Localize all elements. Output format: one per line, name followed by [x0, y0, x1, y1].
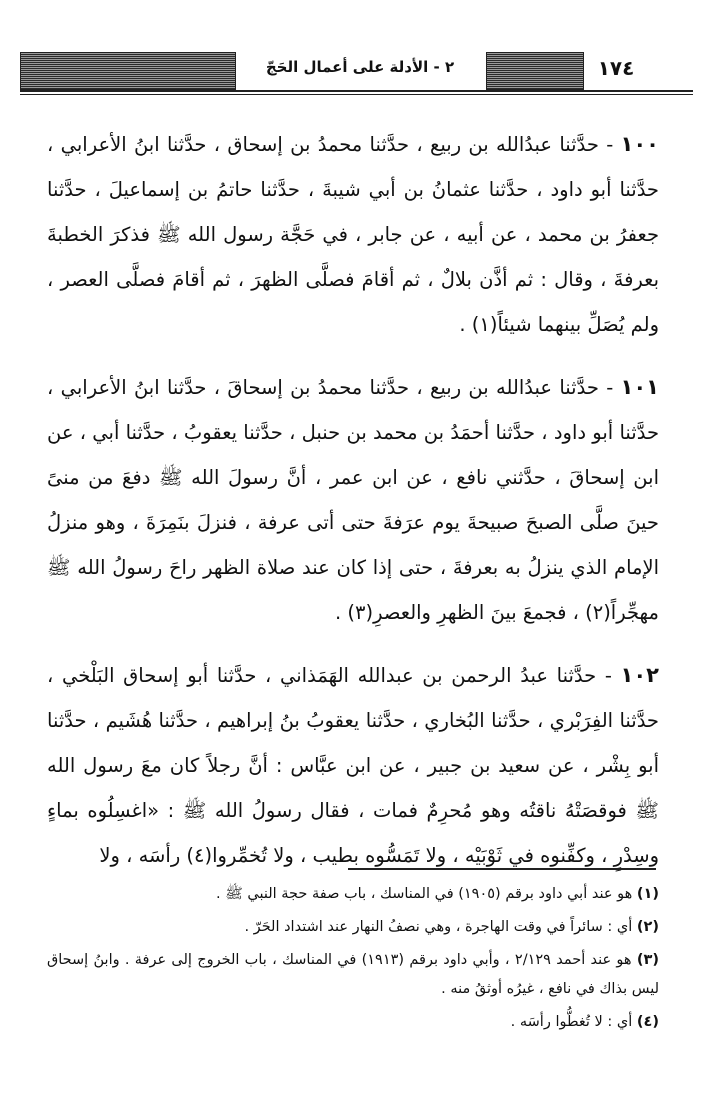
footnotes [47, 880, 659, 1041]
footnote-number: (١) [636, 886, 659, 902]
hadith-paragraph [47, 653, 659, 878]
hadith-number: ١٠٢ [620, 663, 659, 687]
header-ornament-left [20, 52, 236, 90]
footnote-text: أي : سائراً في وقت الهاجرة ، وهي نصفُ النهار عند اشتداد الحَرّ . [244, 919, 637, 935]
footnote [47, 1008, 659, 1037]
footnote-number: (٣) [636, 952, 659, 968]
hadith-number: ١٠١ [620, 375, 659, 399]
footnote-number: (٢) [636, 919, 659, 935]
footnote [47, 913, 659, 942]
footnote-number: (٤) [636, 1014, 659, 1030]
hadith-paragraph [47, 122, 659, 347]
hadith-text: - حدَّثنا عبدُالله بن ربيع ، حدَّثنا محمدُ بن إسحاقَ ، حدَّثنا ابنُ الأعرابي ، حدَّثنا أبو داود ، حدَّثنا أحمَدُ بن محمد بن حنبل ، حدَّثنا يعقوبُ ، حدَّثنا أبي ، عن ابن إسحاقَ ، حدَّثني نافع ، عن ابن عمر ، أنَّ رسولَ الله ﷺ دفعَ من منىً حينَ صلَّى الصبحَ صبيحةَ يوم عرَفةَ حتى أتى عرفة ، فنزلَ بنَمِرَةَ ، وهو منزلُ الإمام الذي ينزلُ به بعرفةَ ، حتى إذا كان عند صلاة الظهر راحَ رسولُ الله ﷺ مهجِّراً(٢) ، فجمعَ بينَ الظهرِ والعصرِ(٣) . [47, 376, 659, 624]
hadith-number: ١٠٠ [620, 132, 659, 156]
hadith-text: - حدَّثنا عبدُ الرحمن بن عبدالله الهَمَذاني ، حدَّثنا أبو إسحاق البَلْخي ، حدَّثنا الفِرَبْري ، حدَّثنا البُخاري ، حدَّثنا يعقوبُ بنُ إبراهيم ، حدَّثنا هُشَيم ، حدَّثنا أبو بِشْر ، عن سعيد بن جبير ، عن ابن عبَّاس : أنَّ رجلاً كان معَ رسول الله ﷺ فوقصَتْهُ ناقتُه وهو مُحرِمٌ فمات ، فقال رسولُ الله ﷺ : «اغسِلُوه بماءٍ وسِدْرٍ ، وكفِّنوه في ثَوْبَيْه ، ولا تَمَسُّوه بطيب ، ولا تُخمِّروا(٤) رأسَه ، ولا [47, 664, 659, 867]
hadith-paragraph [47, 365, 659, 635]
footnote [47, 880, 659, 909]
page-number: ١٧٤ [597, 56, 635, 80]
footnote-separator [348, 868, 656, 870]
header-rule [20, 90, 693, 92]
hadith-text: - حدَّثنا عبدُالله بن ربيع ، حدَّثنا محمدُ بن إسحاق ، حدَّثنا ابنُ الأعرابي ، حدَّثنا أبو داود ، حدَّثنا عثمانُ بن أبي شيبةَ ، حدَّثنا حاتمُ بن إسماعيلَ ، حدَّثنا جعفرُ بن محمد ، عن أبيه ، عن جابر ، في حَجَّة رسول الله ﷺ فذكرَ الخطبةَ بعرفةَ ، وقال : ثم أذَّن بلالٌ ، ثم أقامَ فصلَّى الظهرَ ، ثم أقامَ فصلَّى العصر ، ولم يُصَلِّ بينهما شيئاً(١) . [47, 133, 659, 336]
main-text [47, 122, 659, 896]
footnote [47, 946, 659, 1004]
header-ornament-right [486, 52, 584, 90]
footnote-text: هو عند أبي داود برقم (١٩٠٥) في المناسك ، باب صفة حجة النبي ﷺ . [216, 886, 637, 902]
header-rule-thin [20, 94, 693, 95]
page-header [20, 52, 693, 94]
running-title: ٢ - الأدلة على أعمال الحَجّ [265, 58, 455, 76]
footnote-text: هو عند أحمد ٢/١٢٩ ، وأبي داود برقم (١٩١٣) في المناسك ، باب الخروج إلى عرفة . وابنُ إسحاق ليس بذاك في نافع ، غيرُه أوثقُ منه . [47, 952, 659, 997]
footnote-text: أي : لا تُغطُّوا رأسَه . [510, 1014, 637, 1030]
